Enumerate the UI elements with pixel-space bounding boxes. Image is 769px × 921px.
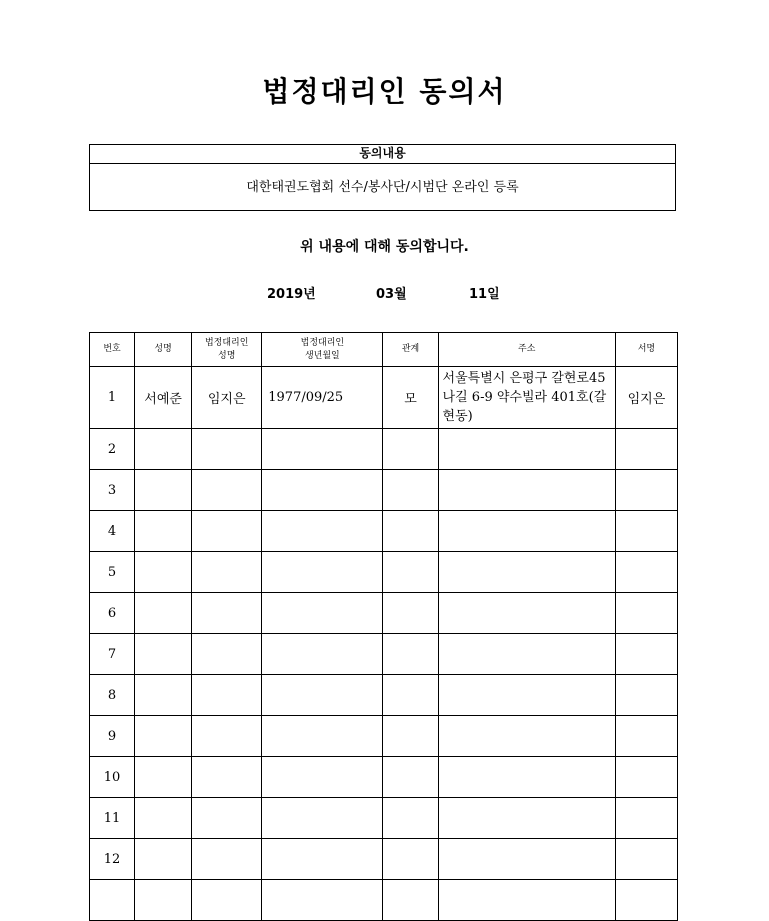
cell-address: [438, 675, 615, 716]
cell-relation: [383, 757, 438, 798]
cell-address: [438, 593, 615, 634]
date-day: 11일: [469, 287, 500, 302]
header-guardian-birth-line2: 생년월일: [304, 350, 340, 361]
cell-no: 8: [90, 675, 135, 716]
consent-box: [89, 144, 676, 211]
cell-no: 3: [90, 470, 135, 511]
cell-signature: [615, 634, 677, 675]
consent-body: 대한태권도협회 선수/봉사단/시범단 온라인 등록: [246, 180, 519, 195]
cell-guardian-birth: [262, 511, 383, 552]
cell-relation: [383, 716, 438, 757]
cell-signature: 임지은: [615, 367, 677, 429]
cell-guardian-birth: [262, 634, 383, 675]
cell-no: 4: [90, 511, 135, 552]
cell-guardian-birth: 1977/09/25: [262, 367, 383, 429]
cell-no: 10: [90, 757, 135, 798]
consent-header: 동의내용: [90, 145, 675, 164]
header-name: 성명: [135, 333, 192, 367]
cell-no: 12: [90, 839, 135, 880]
cell-address: [438, 552, 615, 593]
header-guardian-birth: [262, 333, 383, 367]
table-row: [90, 367, 678, 429]
header-no: 번호: [90, 333, 135, 367]
cell-guardian-name: [192, 880, 262, 921]
cell-signature: [615, 880, 677, 921]
cell-name: [135, 798, 192, 839]
cell-guardian-name: [192, 757, 262, 798]
cell-guardian-name: [192, 716, 262, 757]
cell-guardian-birth: [262, 716, 383, 757]
cell-no: 7: [90, 634, 135, 675]
cell-signature: [615, 429, 677, 470]
cell-signature: [615, 716, 677, 757]
cell-relation: [383, 880, 438, 921]
cell-name: [135, 593, 192, 634]
cell-relation: 모: [383, 367, 438, 429]
cell-relation: [383, 839, 438, 880]
cell-address: [438, 511, 615, 552]
cell-address: [438, 470, 615, 511]
cell-guardian-birth: [262, 839, 383, 880]
cell-guardian-birth: [262, 429, 383, 470]
header-guardian-birth-line1: 법정대리인: [300, 337, 345, 348]
table-row: [90, 798, 678, 839]
cell-name: [135, 634, 192, 675]
cell-guardian-name: [192, 511, 262, 552]
document-title: 법정대리인 동의서: [262, 75, 507, 108]
cell-address: [438, 798, 615, 839]
header-signature: 서명: [615, 333, 677, 367]
guardian-table: [89, 332, 678, 921]
cell-no: 2: [90, 429, 135, 470]
table-row: [90, 429, 678, 470]
header-address: 주소: [438, 333, 615, 367]
date-year: 2019년: [267, 287, 316, 302]
cell-address: [438, 757, 615, 798]
cell-guardian-name: [192, 470, 262, 511]
table-row: [90, 552, 678, 593]
cell-signature: [615, 757, 677, 798]
cell-guardian-name: [192, 798, 262, 839]
cell-name: [135, 552, 192, 593]
cell-name: [135, 429, 192, 470]
header-relation: 관계: [383, 333, 438, 367]
cell-signature: [615, 593, 677, 634]
table-row: [90, 716, 678, 757]
cell-name: 서예준: [135, 367, 192, 429]
cell-name: [135, 716, 192, 757]
cell-guardian-name: 임지은: [192, 367, 262, 429]
cell-signature: [615, 552, 677, 593]
cell-address: [438, 429, 615, 470]
cell-guardian-name: [192, 839, 262, 880]
cell-guardian-birth: [262, 675, 383, 716]
cell-relation: [383, 634, 438, 675]
cell-relation: [383, 511, 438, 552]
cell-guardian-birth: [262, 552, 383, 593]
cell-address: 서울특별시 은평구 갈현로45나길 6-9 약수빌라 401호(갈현동): [438, 367, 615, 429]
cell-guardian-name: [192, 634, 262, 675]
cell-signature: [615, 798, 677, 839]
cell-name: [135, 880, 192, 921]
cell-relation: [383, 675, 438, 716]
cell-name: [135, 511, 192, 552]
cell-relation: [383, 552, 438, 593]
cell-no: 5: [90, 552, 135, 593]
cell-address: [438, 634, 615, 675]
cell-signature: [615, 511, 677, 552]
cell-guardian-birth: [262, 798, 383, 839]
cell-guardian-name: [192, 675, 262, 716]
cell-guardian-name: [192, 429, 262, 470]
cell-guardian-birth: [262, 470, 383, 511]
cell-name: [135, 839, 192, 880]
cell-no: [90, 880, 135, 921]
cell-guardian-birth: [262, 757, 383, 798]
cell-address: [438, 839, 615, 880]
cell-name: [135, 675, 192, 716]
cell-relation: [383, 429, 438, 470]
cell-signature: [615, 675, 677, 716]
table-row: [90, 757, 678, 798]
cell-address: [438, 716, 615, 757]
table-row: [90, 593, 678, 634]
cell-relation: [383, 593, 438, 634]
cell-no: 1: [90, 367, 135, 429]
header-guardian-name-line1: 법정대리인: [204, 337, 249, 348]
agree-statement: 위 내용에 대해 동의합니다.: [300, 239, 469, 255]
table-row: [90, 470, 678, 511]
cell-guardian-birth: [262, 880, 383, 921]
cell-signature: [615, 839, 677, 880]
table-row: [90, 511, 678, 552]
cell-relation: [383, 470, 438, 511]
date-month: 03월: [376, 287, 407, 302]
cell-name: [135, 757, 192, 798]
cell-no: 11: [90, 798, 135, 839]
cell-relation: [383, 798, 438, 839]
cell-no: 6: [90, 593, 135, 634]
table-row: [90, 880, 678, 921]
cell-signature: [615, 470, 677, 511]
cell-guardian-name: [192, 593, 262, 634]
table-row: [90, 839, 678, 880]
cell-name: [135, 470, 192, 511]
table-row: [90, 634, 678, 675]
table-header-row: [90, 333, 678, 367]
cell-guardian-birth: [262, 593, 383, 634]
cell-no: 9: [90, 716, 135, 757]
table-row: [90, 675, 678, 716]
cell-guardian-name: [192, 552, 262, 593]
cell-address: [438, 880, 615, 921]
header-guardian-name-line2: 성명: [218, 350, 236, 361]
header-guardian-name: [192, 333, 262, 367]
